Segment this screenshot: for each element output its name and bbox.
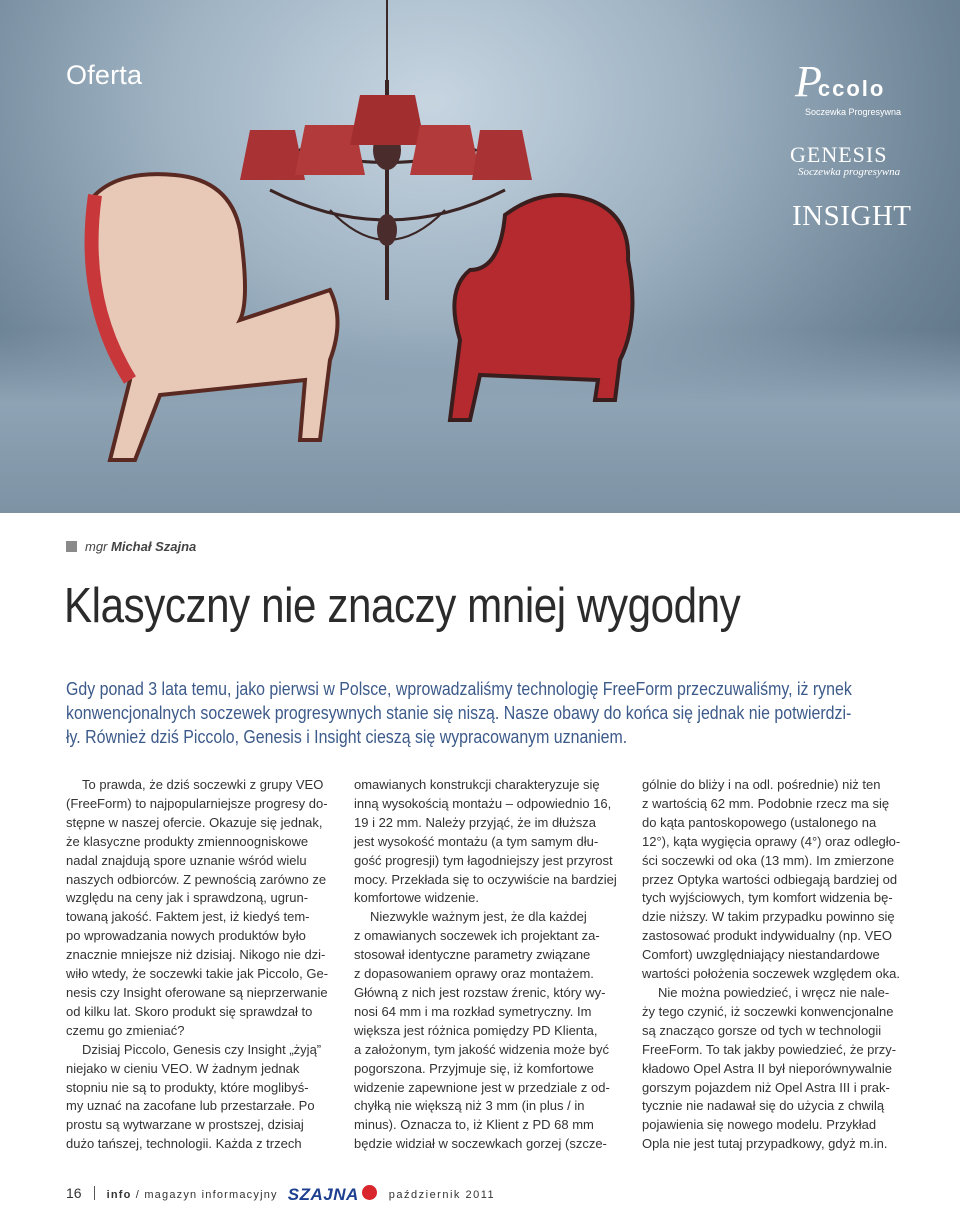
body-column-1: [66, 776, 336, 1154]
body-text-line: towaną jakość. Faktem jest, iż kiedyś tem-: [66, 909, 310, 925]
lead-line: ły. Również dziś Piccolo, Genesis i Insight cieszą się wypracowanym uznaniem.: [66, 726, 628, 747]
body-text-line: FreeForm. To tak jakby powiedzieć, że przy-: [642, 1041, 897, 1057]
body-text-line: nesis czy Insight oferowane są nieprzerwanie: [66, 984, 328, 1000]
body-text-line: stosował identyczne parametry związane: [354, 947, 591, 963]
hero-photo: [0, 0, 960, 513]
author-line: [66, 539, 196, 554]
body-text-line: pojawienia się nowego modelu. Przykład: [642, 1117, 877, 1133]
body-text-line: z omawianych soczewek ich projektant za-: [354, 928, 600, 944]
body-text-line: Dzisiaj Piccolo, Genesis czy Insight „żyją”: [82, 1041, 322, 1057]
body-text-line: wartości położenia soczewek względem oka.: [642, 966, 900, 982]
szajna-logo: SZAJNA: [287, 1185, 359, 1204]
lead-line: Gdy ponad 3 lata temu, jako pierwsi w Polsce, wprowadzaliśmy technologię FreeForm przeczuwaliśmy, iż rynek: [66, 678, 852, 699]
body-text-line: chyłką nie większą niż 3 mm (in plus / in: [354, 1098, 585, 1114]
body-text-line: nadal znajdują spore uznanie wśród wielu: [66, 852, 307, 868]
body-text-line: większa jest różnica pomiędzy PD Klienta,: [354, 1022, 598, 1038]
body-text-line: mocy. Przekłada się to oczywiście na bardziej: [354, 871, 617, 887]
genesis-logo: [790, 142, 900, 178]
author-name: Michał Szajna: [111, 539, 197, 554]
body-text-line: 12°), kąta wygięcia oprawy (4°) oraz odległo-: [642, 833, 901, 849]
genesis-logo-text: GENESIS: [790, 142, 888, 167]
author-square-icon: [66, 541, 77, 552]
body-text-line: stępne w naszej ofercie. Okazuje się jednak,: [66, 814, 323, 830]
body-text-line: prostu są wytwarzane w prostszej, dzisiaj: [66, 1117, 304, 1133]
body-text-line: gorszym pojazdem niż Opel Astra III i prak-: [642, 1079, 890, 1095]
body-text-line: Niezwykle ważnym jest, że dla każdej: [370, 909, 587, 925]
body-text-line: widzenie zapewnione jest w przedziale z od-: [354, 1079, 610, 1095]
magazine-name-rest: / magazyn informacyjny: [131, 1189, 278, 1201]
body-text-line: Główną z nich jest rozstaw źrenic, który wy-: [354, 984, 606, 1000]
body-text-line: Opla nie jest tutaj przypadkowy, gdyż m.in.: [642, 1136, 888, 1152]
page-footer: [66, 1185, 495, 1205]
piccolo-logo-initial: P: [795, 57, 822, 106]
body-text-line: czemu go zmieniać?: [66, 1022, 185, 1038]
body-text-line: pogorszona. Przyjmuje się, iż komfortowe: [354, 1060, 594, 1076]
body-text-line: naszych odbiorców. Z pewnością zarówno ze: [66, 871, 327, 887]
body-text-line: z wartością 62 mm. Podobnie rzecz ma się: [642, 795, 890, 811]
body-text-line: od kilku lat. Skoro produkt się sprawdzał to: [66, 1003, 313, 1019]
body-text-line: nosi 64 mm i ma rozkład symetryczny. Im: [354, 1003, 592, 1019]
body-text-line: z dopasowaniem oprawy oraz montażem.: [354, 966, 594, 982]
body-text-line: tych wyjściowych, tym komfort widzenia bę-: [642, 890, 893, 906]
body-text-line: minus). Oznacza to, iż Klient z PD 68 mm: [354, 1117, 594, 1133]
body-text-line: ści soczewki od oka (13 mm). Im zmierzone: [642, 852, 895, 868]
genesis-subtitle: Soczewka progresywna: [798, 166, 901, 178]
body-text-line: zastosować produkt indywidualny (np. VEO: [642, 928, 893, 944]
body-text-line: gólnie do bliży i na odl. pośrednie) niż ten: [642, 777, 881, 792]
body-text-line: tycznie nie nadawał się do użycia z chwilą: [642, 1098, 885, 1114]
body-text-line: są znacząco gorsze od tych w technologii: [642, 1022, 882, 1038]
insight-logo: INSIGHT: [792, 200, 912, 232]
body-text-line: my uznać na zacofane lub przestarzałe. Po: [66, 1098, 315, 1114]
body-text-line: Nie można powiedzieć, i wręcz nie nale-: [658, 984, 890, 1000]
body-text-line: niejako w cieniu VEO. W żadnym jednak: [66, 1060, 300, 1076]
body-column-2: [354, 776, 624, 1154]
body-text-line: inną wysokością montażu – odpowiednio 16,: [354, 795, 612, 811]
body-text-line: znacznie mniejsze niż dzisiaj. Nikogo nie dzi-: [66, 947, 326, 963]
page-number: 16: [66, 1185, 82, 1201]
piccolo-logo: [795, 57, 915, 117]
body-text-line: komfortowe widzenie.: [354, 890, 479, 906]
body-text-line: ży tego czynić, iż soczewki konwencjonalne: [642, 1003, 894, 1019]
szajna-logo-mark-icon: [362, 1185, 377, 1200]
issue-date: październik 2011: [388, 1189, 496, 1201]
piccolo-logo-rest: ccolo: [817, 76, 886, 101]
body-text-line: gość progresji) tym łagodniejszy jest przyrost: [354, 852, 613, 868]
body-text-line: dużo tańszej, technologii. Każda z trzech: [66, 1136, 302, 1152]
body-text-line: kładowo Opel Astra II był nieporównywalnie: [642, 1060, 893, 1076]
article-lead: [66, 677, 926, 749]
body-text-line: a założonym, tym jakość widzenia może być: [354, 1041, 610, 1057]
body-text-line: względu na ceny jak i sprawdzoną, ugrun-: [66, 890, 309, 906]
magazine-name: [107, 1189, 278, 1201]
body-text-line: (FreeForm) to najpopularniejsze progresy do-: [66, 795, 328, 811]
body-text-line: przez Optyka wartości odbiegają bardziej od: [642, 871, 898, 887]
article-title: Klasyczny nie znaczy mniej wygodny: [64, 579, 741, 633]
body-column-3: [642, 776, 912, 1154]
body-text-line: 19 i 22 mm. Należy przyjąć, że im dłuższa: [354, 814, 597, 830]
author-prefix: mgr: [85, 539, 108, 554]
body-text-line: Comfort) uwzględniający niestandardowe: [642, 947, 880, 963]
body-text-line: stopniu nie są to produkty, które moglibyś-: [66, 1079, 309, 1095]
body-text-line: jest wysokość montażu (a tym samym dłu-: [354, 833, 599, 849]
body-text-line: dzie niższy. W takim przypadku powinno się: [642, 909, 895, 925]
body-text-line: wiło wtedy, że soczewki takie jak Piccolo, Ge-: [66, 966, 329, 982]
lead-line: konwencjonalnych soczewek progresywnych stanie się niszą. Nasze obawy do końca się jednak nie potwierdzi-: [66, 702, 852, 723]
body-text-line: omawianych konstrukcji charakteryzuje się: [354, 777, 600, 792]
body-text-line: To prawda, że dziś soczewki z grupy VEO: [82, 777, 324, 792]
body-text-line: po wprowadzania nowych produktów było: [66, 928, 306, 944]
magazine-name-bold: info: [106, 1189, 132, 1201]
body-text-line: będzie widział w soczewkach gorzej (szcze-: [354, 1136, 607, 1152]
footer-divider: [94, 1186, 95, 1200]
section-label: Oferta: [66, 60, 143, 90]
piccolo-subtitle: Soczewka Progresywna: [805, 107, 902, 117]
body-text-line: do kąta pantoskopowego (ustalonego na: [642, 814, 877, 830]
body-text-line: że klasyczne produkty zmiennoogniskowe: [66, 833, 309, 849]
